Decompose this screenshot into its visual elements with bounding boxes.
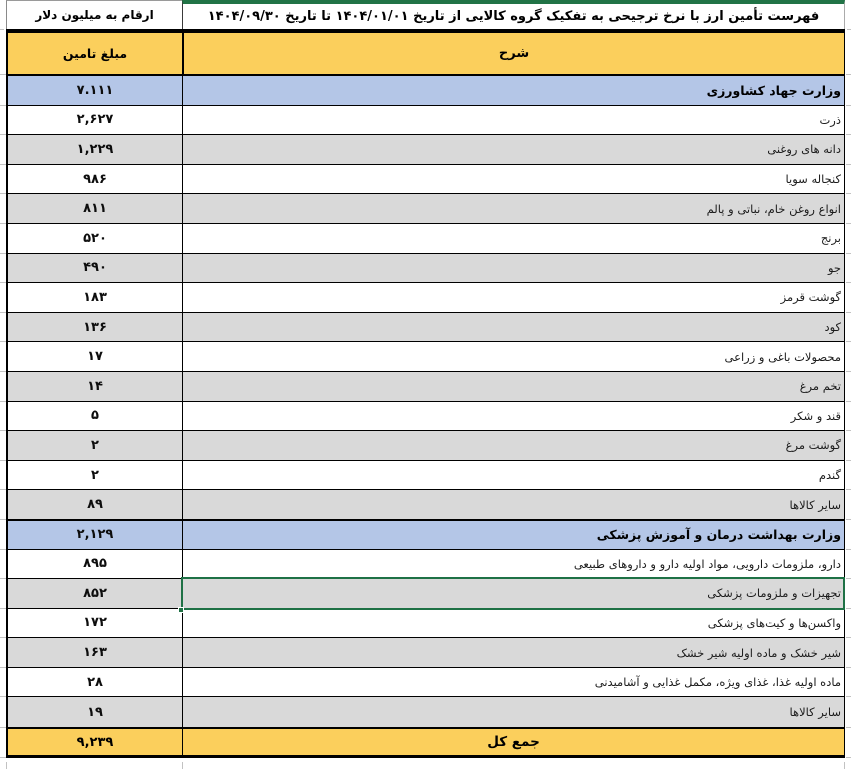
- amount-cell[interactable]: [8, 106, 182, 135]
- row-amount: ۵۲۰: [83, 230, 107, 246]
- table-row: [8, 697, 844, 727]
- row-amount: ۲: [91, 437, 99, 453]
- row-label: دانه های روغنی: [767, 142, 841, 157]
- table-row: [8, 283, 844, 313]
- table-title: فهرست تأمین ارز با نرخ ترجیحی به تفکیک گروه کالایی از تاریخ ۱۴۰۴/۰۱/۰۱ تا تاریخ ۱۴۰۴/۰۹/۳۰: [207, 9, 820, 24]
- row-amount: ۸۹: [87, 497, 103, 513]
- row-label: برنج: [820, 231, 841, 246]
- description-cell[interactable]: [182, 194, 844, 223]
- table-row: [8, 638, 844, 668]
- description-cell[interactable]: [182, 461, 844, 490]
- total-label-cell[interactable]: [182, 729, 844, 755]
- total-row: [8, 727, 844, 755]
- description-cell[interactable]: [182, 550, 844, 579]
- description-cell[interactable]: [182, 490, 844, 519]
- row-amount: ۱۷۲: [83, 615, 107, 631]
- table-row: [8, 520, 844, 550]
- table-row: [8, 165, 844, 195]
- description-cell[interactable]: [182, 402, 844, 431]
- row-amount: ۲۸: [87, 674, 103, 690]
- gridline: [6, 762, 7, 769]
- fill-handle[interactable]: [178, 607, 184, 613]
- description-cell[interactable]: [182, 697, 844, 727]
- description-column-label: شرح: [498, 46, 530, 61]
- total-amount-cell[interactable]: [8, 729, 182, 755]
- table-row: [8, 431, 844, 461]
- row-amount: ۵: [91, 408, 99, 424]
- table-row: [8, 461, 844, 491]
- row-label: واکسن‌ها و کیت‌های پزشکی: [707, 615, 841, 630]
- description-cell[interactable]: [182, 76, 844, 105]
- row-label: ذرت: [819, 112, 841, 127]
- description-cell[interactable]: [182, 579, 844, 608]
- description-cell[interactable]: [182, 165, 844, 194]
- table-row: [8, 254, 844, 284]
- row-amount: ۱۶۳: [83, 645, 107, 661]
- table-row: [8, 135, 844, 165]
- amount-cell[interactable]: [8, 638, 182, 667]
- table-body: [8, 76, 844, 727]
- column-header-row: [8, 33, 844, 76]
- table-row: [8, 313, 844, 343]
- amount-cell[interactable]: [8, 697, 182, 727]
- row-amount: ۸۵۲: [83, 585, 107, 601]
- table-row: [8, 579, 844, 609]
- title-row: [6, 0, 845, 31]
- description-cell[interactable]: [182, 106, 844, 135]
- row-label: تجهیزات و ملزومات پزشکی: [707, 586, 841, 601]
- row-label: کود: [824, 320, 841, 335]
- row-label: گوشت مرغ: [785, 438, 841, 453]
- table-row: [8, 609, 844, 639]
- row-label: گندم: [818, 468, 841, 483]
- table-row: [8, 76, 844, 106]
- total-label: جمع کل: [487, 734, 540, 751]
- description-cell[interactable]: [182, 313, 844, 342]
- description-cell[interactable]: [182, 342, 844, 371]
- row-label: وزارت جهاد کشاورزی: [706, 82, 841, 98]
- amount-cell[interactable]: [8, 372, 182, 401]
- unit-note-cell[interactable]: [6, 0, 182, 29]
- row-label: قند و شکر: [790, 408, 841, 423]
- row-amount: ۱,۲۲۹: [76, 141, 114, 157]
- table-row: [8, 106, 844, 136]
- row-label: جو: [827, 260, 841, 275]
- description-cell[interactable]: [182, 668, 844, 697]
- amount-cell[interactable]: [8, 135, 182, 164]
- table-row: [8, 194, 844, 224]
- row-label: گوشت قرمز: [780, 290, 841, 305]
- row-label: ماده اولیه غذا، غذای ویژه، مکمل غذایی و آشامیدنی: [594, 675, 841, 690]
- row-label: سایر کالاها: [789, 497, 841, 512]
- amount-cell[interactable]: [8, 461, 182, 490]
- gridline: [182, 762, 183, 769]
- amount-column-label: مبلغ تامین: [62, 46, 128, 61]
- description-cell[interactable]: [182, 372, 844, 401]
- table-row: [8, 224, 844, 254]
- row-amount: ۷.۱۱۱: [76, 82, 114, 98]
- row-amount: ۱۴: [87, 378, 103, 394]
- description-column-header[interactable]: [182, 33, 844, 74]
- description-cell[interactable]: [182, 521, 844, 549]
- description-cell[interactable]: [182, 135, 844, 164]
- amount-cell[interactable]: [8, 224, 182, 253]
- row-amount: ۹۸۶: [83, 171, 107, 187]
- amount-cell[interactable]: [8, 521, 182, 549]
- amount-cell[interactable]: [8, 254, 182, 283]
- row-amount: ۸۹۵: [83, 556, 107, 572]
- amount-cell[interactable]: [8, 668, 182, 697]
- amount-cell[interactable]: [8, 490, 182, 519]
- row-amount: ۲: [91, 467, 99, 483]
- amount-cell[interactable]: [8, 283, 182, 312]
- table-row: [8, 668, 844, 698]
- row-amount: ۴۹۰: [83, 260, 107, 276]
- gridline: [844, 762, 845, 769]
- table-row: [8, 342, 844, 372]
- description-cell[interactable]: [182, 431, 844, 460]
- table-row: [8, 372, 844, 402]
- amount-cell[interactable]: [8, 609, 182, 638]
- table-grid: [6, 31, 845, 758]
- row-label: وزارت بهداشت درمان و آموزش پزشکی: [596, 527, 841, 543]
- row-amount: ۱۳۶: [83, 319, 107, 335]
- row-amount: ۱۷: [87, 349, 103, 365]
- row-amount: ۱۹: [87, 704, 103, 720]
- amount-cell[interactable]: [8, 76, 182, 105]
- total-amount: ۹,۲۳۹: [76, 734, 114, 750]
- amount-cell[interactable]: [8, 165, 182, 194]
- row-label: سایر کالاها: [789, 705, 841, 720]
- row-label: محصولات باغی و زراعی: [724, 349, 841, 364]
- amount-cell[interactable]: [8, 550, 182, 579]
- row-amount: ۲,۱۲۹: [76, 527, 114, 543]
- table-row: [8, 550, 844, 580]
- amount-column-header[interactable]: [8, 33, 182, 74]
- row-amount: ۲,۶۲۷: [76, 112, 114, 128]
- amount-cell[interactable]: [8, 313, 182, 342]
- row-label: انواع روغن خام، نباتی و پالم: [706, 201, 841, 216]
- currency-allocation-table: [6, 0, 845, 758]
- amount-cell[interactable]: [8, 194, 182, 223]
- unit-note: ارقام به میلیون دلار: [35, 8, 154, 22]
- row-label: کنجاله سویا: [785, 172, 841, 187]
- description-cell[interactable]: [182, 283, 844, 312]
- row-label: شیر خشک و ماده اولیه شیر خشک: [676, 645, 841, 660]
- table-row: [8, 402, 844, 432]
- description-cell[interactable]: [182, 254, 844, 283]
- table-row: [8, 490, 844, 520]
- amount-cell[interactable]: [8, 402, 182, 431]
- description-cell[interactable]: [182, 224, 844, 253]
- row-label: دارو، ملزومات دارویی، مواد اولیه دارو و داروهای طبیعی: [573, 556, 841, 571]
- amount-cell[interactable]: [8, 431, 182, 460]
- amount-cell[interactable]: [8, 579, 182, 608]
- row-amount: ۱۸۳: [83, 289, 107, 305]
- table-title-cell[interactable]: [182, 0, 845, 29]
- description-cell[interactable]: [182, 609, 844, 638]
- row-amount: ۸۱۱: [83, 201, 107, 217]
- amount-cell[interactable]: [8, 342, 182, 371]
- row-label: تخم مرغ: [799, 379, 841, 394]
- description-cell[interactable]: [182, 638, 844, 667]
